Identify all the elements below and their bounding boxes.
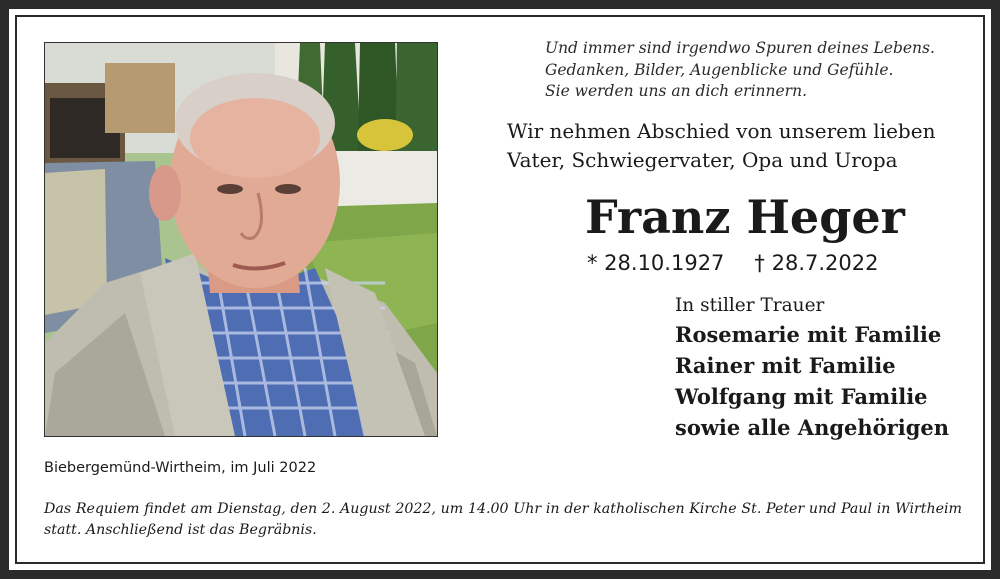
poem-line: Sie werden uns an dich erinnern. [545,82,807,100]
portrait-photo [44,42,438,437]
life-dates [587,249,878,277]
mourner-name: sowie alle Angehörigen [675,415,950,440]
mourning-lead: In stiller Trauer [675,295,825,316]
intro-line: Wir nehmen Abschied von unserem lieben [507,119,936,143]
birth-date: * 28.10.1927 [587,251,725,275]
poem-line: Und immer sind irgendwo Spuren deines Lebens. [545,39,935,57]
mourner-name: Rainer mit Familie [675,353,896,378]
deceased-name: Franz Heger [585,190,905,244]
poem-line: Gedanken, Bilder, Augenblicke und Gefühle. [545,60,894,79]
intro-line: Vater, Schwiegervater, Opa und Uropa [507,148,898,172]
mourner-name: Rosemarie mit Familie [675,322,942,347]
requiem-notice: Das Requiem findet am Dienstag, den 2. August 2022, um 14.00 Uhr in der katholischen Kirche St. Peter und Paul in Wirtheim statt. Anschließend ist das Begräbnis. [44,501,962,538]
memorial-poem [545,38,965,103]
farewell-intro [507,117,967,175]
mourner-name: Wolfgang mit Familie [675,384,928,409]
mourners-block [675,292,975,443]
death-date: † 28.7.2022 [754,251,879,275]
place-and-date: Biebergemünd-Wirtheim, im Juli 2022 [44,460,317,476]
